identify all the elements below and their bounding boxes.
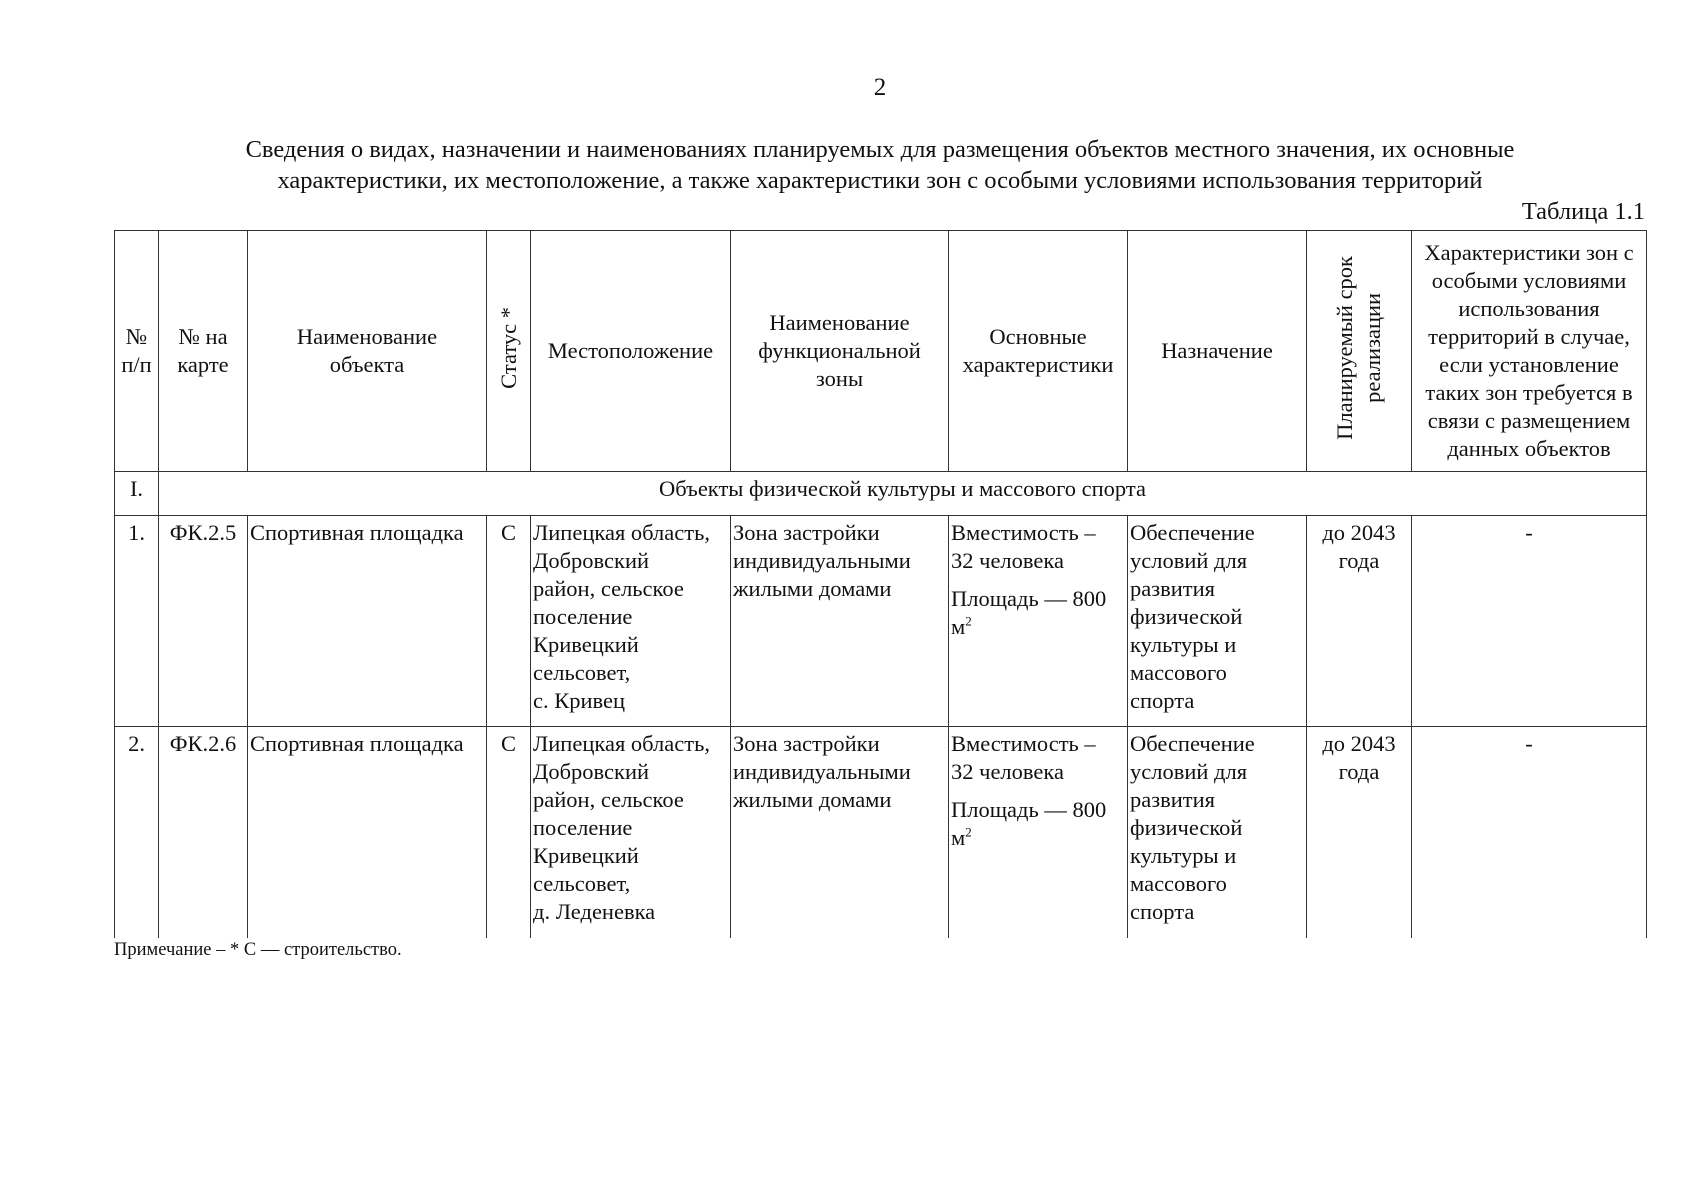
header-characteristics: Основные характеристики [949, 231, 1128, 472]
header-object-name: Наименование объекта [248, 231, 487, 472]
header-row [115, 231, 1647, 472]
section-num: I. [115, 472, 159, 516]
document-title [110, 134, 1650, 196]
section-title: Объекты физической культуры и массового спорта [159, 472, 1647, 516]
row-map-num: ФК.2.6 [159, 727, 248, 939]
row-special-zones: - [1412, 516, 1647, 727]
page-number: 2 [873, 74, 887, 101]
row-map-num: ФК.2.5 [159, 516, 248, 727]
section-row [115, 472, 1647, 516]
row-zone: Зона застройки индивидуальными жилыми домами [731, 516, 949, 727]
table-note: Примечание – * С — строительство. [114, 940, 402, 960]
row-num: 2. [115, 727, 159, 939]
table-caption: Таблица 1.1 [1521, 198, 1645, 225]
header-zone: Наименование функциональной зоны [731, 231, 949, 472]
capacity: Вместимость – 32 человека [951, 731, 1096, 784]
capacity: Вместимость – 32 человека [951, 520, 1096, 573]
table-row [115, 516, 1647, 727]
row-num: 1. [115, 516, 159, 727]
table-row [115, 727, 1647, 939]
row-special-zones: - [1412, 727, 1647, 939]
row-characteristics [949, 727, 1128, 939]
row-status: С [487, 516, 531, 727]
row-object-name: Спортивная площадка [248, 727, 487, 939]
header-special-zones: Характеристики зон с особыми условиями использования территорий в случае, если установление таких зон требуется в связи с размещением данных объектов [1412, 231, 1647, 472]
area: Площадь — 800 $м^2$ [951, 797, 1107, 850]
row-status: С [487, 727, 531, 939]
title-line-1: Сведения о видах, назначении и наименованиях планируемых для размещения объектов местного значения, их основные [245, 136, 1515, 163]
row-zone: Зона застройки индивидуальными жилыми домами [731, 727, 949, 939]
row-term: до 2043 года [1307, 516, 1412, 727]
row-purpose: Обеспечение условий для развития физической культуры и массового спорта [1128, 727, 1307, 939]
row-purpose: Обеспечение условий для развития физической культуры и массового спорта [1128, 516, 1307, 727]
header-num: № п/п [115, 231, 159, 472]
row-term: до 2043 года [1307, 727, 1412, 939]
row-object-name: Спортивная площадка [248, 516, 487, 727]
header-location: Местоположение [531, 231, 731, 472]
row-location: Липецкая область, Добровский район, сельское поселение Кривецкий сельсовет, с. Кривец [531, 516, 731, 727]
title-line-2: характеристики, их местоположение, а также характеристики зон с особыми условиями использования территорий [277, 167, 1483, 194]
header-map-num: № на карте [159, 231, 248, 472]
objects-table [114, 230, 1647, 938]
area: Площадь — 800 $м^2$ [951, 586, 1107, 639]
header-purpose: Назначение [1128, 231, 1307, 472]
header-term: Планируемый срок реализации [1307, 231, 1412, 472]
row-location: Липецкая область, Добровский район, сельское поселение Кривецкий сельсовет, д. Леденевка [531, 727, 731, 939]
row-characteristics [949, 516, 1128, 727]
header-status: Статус * [487, 231, 531, 472]
